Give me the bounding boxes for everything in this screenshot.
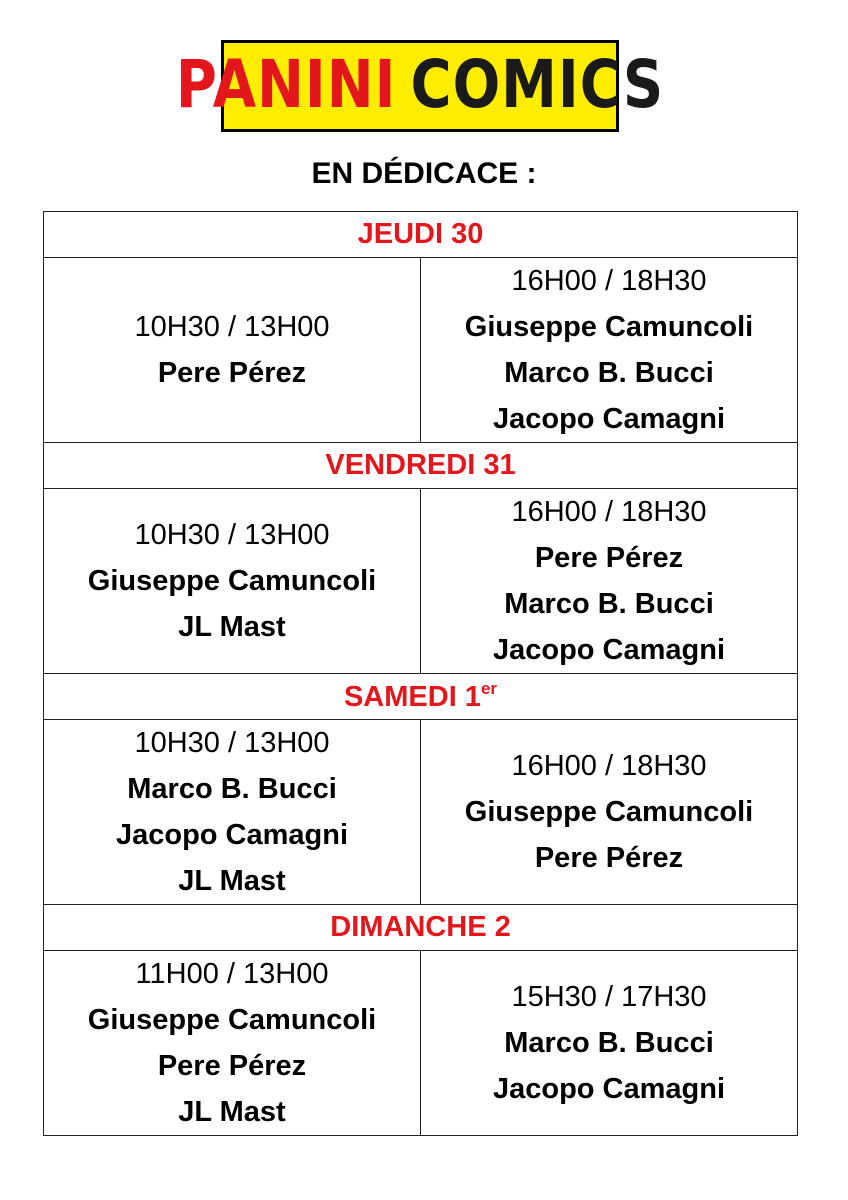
artist-name: Giuseppe Camuncoli bbox=[87, 565, 377, 597]
slot-time: 10H30 / 13H00 bbox=[134, 311, 330, 343]
slot-time: 10H30 / 13H00 bbox=[134, 519, 330, 551]
artist-name: Pere Pérez bbox=[157, 1050, 307, 1082]
artist-name: Marco B. Bucci bbox=[504, 1027, 714, 1059]
slot-time: 15H30 / 17H30 bbox=[511, 981, 707, 1013]
slot-time: 16H00 / 18H30 bbox=[511, 750, 707, 782]
artist-name: Marco B. Bucci bbox=[127, 773, 337, 805]
artist-name: Giuseppe Camuncoli bbox=[464, 796, 754, 828]
page-heading: EN DÉDICACE : bbox=[311, 157, 537, 190]
time-slot-left bbox=[44, 258, 421, 443]
artist-name: Jacopo Camagni bbox=[492, 403, 726, 435]
logo-word-comics: COMICS bbox=[410, 47, 665, 124]
day-label-text: DIMANCHE 2 bbox=[330, 911, 511, 943]
signing-schedule-table bbox=[43, 211, 798, 1136]
time-slot-right bbox=[421, 258, 798, 443]
day-header-row bbox=[44, 443, 798, 489]
artist-name: Jacopo Camagni bbox=[492, 634, 726, 666]
time-slot-left bbox=[44, 951, 421, 1136]
artist-name: Pere Pérez bbox=[534, 542, 684, 574]
time-slots-row bbox=[44, 258, 798, 443]
logo-word-panini: PANINI bbox=[175, 47, 397, 124]
time-slots-row bbox=[44, 489, 798, 674]
artist-name: Pere Pérez bbox=[157, 357, 307, 389]
day-label bbox=[44, 212, 798, 258]
slot-time: 16H00 / 18H30 bbox=[511, 265, 707, 297]
day-header-row bbox=[44, 905, 798, 951]
artist-name: Jacopo Camagni bbox=[492, 1073, 726, 1105]
day-header-row bbox=[44, 674, 798, 720]
artist-name: Marco B. Bucci bbox=[504, 588, 714, 620]
time-slot-right bbox=[421, 489, 798, 674]
day-label bbox=[44, 443, 798, 489]
slot-time: 10H30 / 13H00 bbox=[134, 727, 330, 759]
artist-name: JL Mast bbox=[178, 865, 286, 897]
day-label-text: VENDREDI 31 bbox=[325, 449, 516, 481]
panini-comics-logo bbox=[175, 40, 665, 132]
time-slot-left bbox=[44, 720, 421, 905]
day-header-row bbox=[44, 212, 798, 258]
artist-name: JL Mast bbox=[178, 1096, 286, 1128]
slot-time: 11H00 / 13H00 bbox=[135, 958, 329, 990]
day-label-text: SAMEDI 1 bbox=[343, 681, 481, 713]
artist-name: JL Mast bbox=[178, 611, 286, 643]
day-label-text: JEUDI 30 bbox=[357, 218, 484, 250]
time-slots-row bbox=[44, 951, 798, 1136]
artist-name: Jacopo Camagni bbox=[115, 819, 349, 851]
time-slot-right bbox=[421, 720, 798, 905]
day-label bbox=[44, 674, 798, 720]
artist-name: Marco B. Bucci bbox=[504, 357, 714, 389]
artist-name: Pere Pérez bbox=[534, 842, 684, 874]
time-slot-left bbox=[44, 489, 421, 674]
time-slots-row bbox=[44, 720, 798, 905]
day-label bbox=[44, 905, 798, 951]
artist-name: Giuseppe Camuncoli bbox=[87, 1004, 377, 1036]
artist-name: Giuseppe Camuncoli bbox=[464, 311, 754, 343]
slot-time: 16H00 / 18H30 bbox=[511, 496, 707, 528]
day-label-superscript: er bbox=[480, 679, 498, 698]
time-slot-right bbox=[421, 951, 798, 1136]
